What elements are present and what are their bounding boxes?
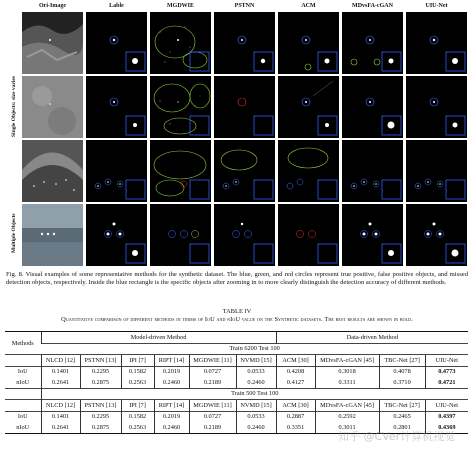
table-cell: 0.2460 bbox=[154, 377, 189, 388]
label-row1 bbox=[86, 12, 147, 74]
method-name: NVMD [15] bbox=[236, 355, 276, 367]
method-name: IPI [7] bbox=[121, 400, 154, 412]
mgdwie-row1 bbox=[150, 12, 211, 74]
data-driven-header: Data-driven Method bbox=[276, 332, 468, 344]
mdvsfa-row3 bbox=[342, 140, 403, 202]
method-name: MGDWIE [11] bbox=[189, 355, 236, 367]
table-split2-row bbox=[5, 388, 468, 400]
label-row3 bbox=[86, 140, 147, 202]
ori-image-row1 bbox=[22, 12, 83, 74]
table-cell: 0.2019 bbox=[154, 366, 189, 377]
method-name: UIU-Net bbox=[425, 355, 468, 367]
row-label-niou: nIoU bbox=[5, 422, 41, 433]
col-header-mgdwie: MGDWIE bbox=[167, 3, 194, 9]
col-header-uiunet: UIU-Net bbox=[425, 3, 448, 9]
mdvsfa-row4 bbox=[342, 204, 403, 266]
uiunet-row3 bbox=[406, 140, 467, 202]
method-name: ACM [30] bbox=[276, 400, 315, 412]
mdvsfa-row2 bbox=[342, 76, 403, 138]
table-cell: 0.0533 bbox=[236, 366, 276, 377]
split2-label: Train 500 Test 100 bbox=[41, 388, 468, 400]
methods-header: Methods bbox=[5, 332, 41, 355]
method-name: TBC-Net [27] bbox=[379, 355, 425, 367]
col-header-ori: Ori-Image bbox=[39, 3, 66, 9]
figure-caption-text: Visual examples of some representative methods for the synthetic dataset. The blue, green, and red circles represent true positive, false positive objects, and missed detection objects, respectively. Inside the blue rectangle is the specific objects after zooming in to more clearly distinguish the detection accuracy of different methods. bbox=[6, 271, 468, 287]
table-cell: 0.2189 bbox=[189, 377, 236, 388]
table-method-names-row2 bbox=[5, 400, 468, 412]
split1-label: Train 6200 Test 100 bbox=[41, 343, 468, 355]
table-cell: 0.4127 bbox=[276, 377, 315, 388]
method-name: PSTNN [13] bbox=[80, 355, 121, 367]
table-cell: 0.2295 bbox=[80, 411, 121, 422]
acm-row3 bbox=[278, 140, 339, 202]
table-cell: 0.0533 bbox=[236, 411, 276, 422]
uiunet-row2 bbox=[406, 76, 467, 138]
method-name: MGDWIE [11] bbox=[189, 400, 236, 412]
table-cell: 0.2460 bbox=[236, 422, 276, 433]
method-name: MDvsFA-cGAN [45] bbox=[315, 355, 379, 367]
table-cell: 0.1401 bbox=[41, 366, 80, 377]
uiunet-row4 bbox=[406, 204, 467, 266]
table-cell: 0.2801 bbox=[379, 422, 425, 433]
model-driven-header: Model-driven Method bbox=[41, 332, 276, 344]
mdvsfa-row1 bbox=[342, 12, 403, 74]
figure-caption-label: Fig. 8. bbox=[6, 271, 24, 278]
table-cell-best: 0.4773 bbox=[425, 366, 468, 377]
col-header-acm: ACM bbox=[301, 3, 316, 9]
figure-caption bbox=[6, 271, 468, 288]
watermark: 知乎 @CVer计算机视觉 bbox=[338, 430, 456, 443]
table-row bbox=[5, 422, 468, 433]
method-name: IPI [7] bbox=[121, 355, 154, 367]
table-cell: 0.2887 bbox=[276, 411, 315, 422]
row-label-iou: IoU bbox=[5, 411, 41, 422]
mgdwie-row3 bbox=[150, 140, 211, 202]
table-cell: 0.2019 bbox=[154, 411, 189, 422]
table-cell: 0.4078 bbox=[379, 366, 425, 377]
table-number: TABLE IV bbox=[222, 308, 252, 315]
col-header-label: Lable bbox=[109, 3, 124, 9]
ori-image-row3 bbox=[22, 140, 83, 202]
table-cell: 0.3351 bbox=[276, 422, 315, 433]
table-cell: 0.2563 bbox=[121, 422, 154, 433]
table-split1-row bbox=[5, 343, 468, 355]
method-name: RIPT [14] bbox=[154, 400, 189, 412]
table-cell: 0.3011 bbox=[315, 422, 379, 433]
method-name: RIPT [14] bbox=[154, 355, 189, 367]
label-row4 bbox=[86, 204, 147, 266]
table-cell: 0.0727 bbox=[189, 411, 236, 422]
table-cell: 0.2295 bbox=[80, 366, 121, 377]
pstnn-row2 bbox=[214, 76, 275, 138]
table-cell-best: 0.4397 bbox=[425, 411, 468, 422]
table-cell: 0.2189 bbox=[189, 422, 236, 433]
pstnn-row3 bbox=[214, 140, 275, 202]
row-label-iou: IoU bbox=[5, 366, 41, 377]
acm-row4 bbox=[278, 204, 339, 266]
table-cell: 0.2460 bbox=[236, 377, 276, 388]
table-cell: 0.2875 bbox=[80, 422, 121, 433]
method-name: TBC-Net [27] bbox=[379, 400, 425, 412]
acm-row2 bbox=[278, 76, 339, 138]
row-label-niou: nIoU bbox=[16, 378, 30, 386]
table-title bbox=[6, 308, 468, 324]
acm-row1 bbox=[278, 12, 339, 74]
table-header-groups bbox=[5, 332, 468, 344]
table-row bbox=[5, 411, 468, 422]
mgdwie-row4 bbox=[150, 204, 211, 266]
table-cell: 0.1401 bbox=[41, 411, 80, 422]
col-header-pstnn: PSTNN bbox=[234, 3, 255, 9]
table-cell: 0.2592 bbox=[315, 411, 379, 422]
col-header-mdvsfa: MDvsFA-cGAN bbox=[352, 3, 393, 9]
label-row2 bbox=[86, 76, 147, 138]
mgdwie-row2 bbox=[150, 76, 211, 138]
method-name: ACM [30] bbox=[276, 355, 315, 367]
table-cell: 0.3018 bbox=[315, 366, 379, 377]
table-method-names-row1 bbox=[5, 355, 468, 367]
row-label-multiple: Multiple Objects bbox=[11, 213, 17, 253]
table-cell: 0.2465 bbox=[379, 411, 425, 422]
table-row bbox=[5, 366, 468, 377]
table-cell: 0.1582 bbox=[121, 366, 154, 377]
pstnn-row4 bbox=[214, 204, 275, 266]
table-cell: 0.2641 bbox=[41, 422, 80, 433]
table-cell: 0.2460 bbox=[154, 422, 189, 433]
method-name: PSTNN [13] bbox=[80, 400, 121, 412]
method-name: NVMD [15] bbox=[236, 400, 276, 412]
row-label-single: Single Objects: size varies bbox=[11, 76, 17, 138]
table-cell: 0.3710 bbox=[379, 377, 425, 388]
table-cell: 0.3311 bbox=[315, 377, 379, 388]
method-name: NLCD [12] bbox=[41, 400, 80, 412]
table-cell: 0.2875 bbox=[80, 377, 121, 388]
table-cell: 0.2641 bbox=[41, 377, 80, 388]
table-caption: Quantitative comparison of different methods in terms of IoU and nIoU value on the Synthetic datasets. The best results are shown in bold. bbox=[61, 316, 413, 323]
pstnn-row1 bbox=[214, 12, 275, 74]
results-table bbox=[5, 331, 468, 434]
method-name: NLCD [12] bbox=[41, 355, 80, 367]
table-cell: 0.1582 bbox=[121, 411, 154, 422]
uiunet-row1 bbox=[406, 12, 467, 74]
table-row bbox=[5, 377, 468, 388]
table-cell: 0.0727 bbox=[189, 366, 236, 377]
method-name: MDvsFA-cGAN [45] bbox=[315, 400, 379, 412]
ori-image-row4 bbox=[22, 204, 83, 266]
method-name: UIU-Net bbox=[425, 400, 468, 412]
table-cell: 0.4208 bbox=[276, 366, 315, 377]
ori-image-row2 bbox=[22, 76, 83, 138]
table-cell: 0.2563 bbox=[121, 377, 154, 388]
table-cell-best: 0.4369 bbox=[425, 422, 468, 433]
table-cell-best: 0.4721 bbox=[425, 377, 468, 388]
